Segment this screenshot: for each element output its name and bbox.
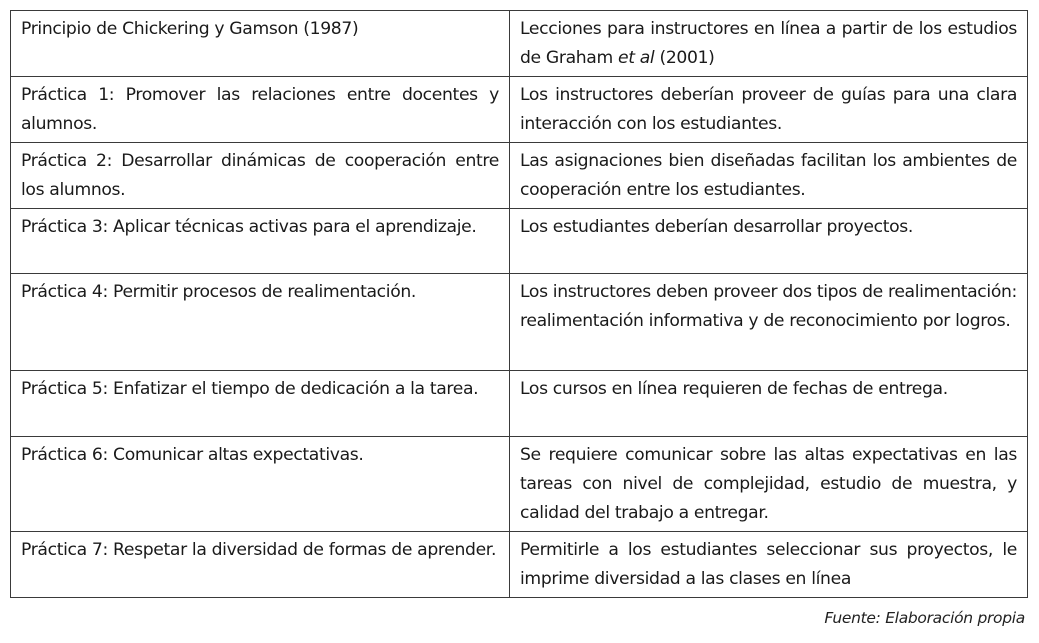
table-row xyxy=(11,371,1028,437)
principle-cell: Práctica 5: Enfatizar el tiempo de dedicación a la tarea. xyxy=(11,371,510,437)
principles-table xyxy=(10,10,1028,598)
lesson-cell: Los cursos en línea requieren de fechas de entrega. xyxy=(510,371,1028,437)
lesson-cell: Permitirle a los estudiantes seleccionar sus proyectos, le imprime diversidad a las clases en línea xyxy=(510,532,1028,598)
table-row xyxy=(11,143,1028,209)
principle-cell: Práctica 1: Promover las relaciones entre docentes y alumnos. xyxy=(11,77,510,143)
table-row xyxy=(11,274,1028,371)
header-principle-cell: Principio de Chickering y Gamson (1987) xyxy=(11,11,510,77)
principle-cell: Práctica 2: Desarrollar dinámicas de cooperación entre los alumnos. xyxy=(11,143,510,209)
header-lessons-text: Lecciones para instructores en línea a partir de los estudios de Graham xyxy=(520,19,1017,68)
table-row xyxy=(11,77,1028,143)
header-lessons-cell xyxy=(510,11,1028,77)
principle-cell: Práctica 4: Permitir procesos de realimentación. xyxy=(11,274,510,371)
lesson-cell: Los instructores deberían proveer de guías para una clara interacción con los estudiantes. xyxy=(510,77,1028,143)
lesson-cell: Los estudiantes deberían desarrollar proyectos. xyxy=(510,209,1028,274)
principle-cell: Práctica 6: Comunicar altas expectativas. xyxy=(11,437,510,532)
table-row xyxy=(11,532,1028,598)
table-row xyxy=(11,209,1028,274)
principle-cell: Práctica 7: Respetar la diversidad de formas de aprender. xyxy=(11,532,510,598)
principle-cell: Práctica 3: Aplicar técnicas activas para el aprendizaje. xyxy=(11,209,510,274)
table-header-row xyxy=(11,11,1028,77)
lesson-cell: Los instructores deben proveer dos tipos de realimentación: realimentación informativa y de reconocimiento por logros. xyxy=(510,274,1028,371)
header-lessons-year: (2001) xyxy=(654,48,715,68)
source-note: Fuente: Elaboración propia xyxy=(824,609,1025,627)
lesson-cell: Las asignaciones bien diseñadas facilitan los ambientes de cooperación entre los estudiantes. xyxy=(510,143,1028,209)
lesson-cell: Se requiere comunicar sobre las altas expectativas en las tareas con nivel de complejidad, estudio de muestra, y calidad del trabajo a entregar. xyxy=(510,437,1028,532)
header-lessons-etal: et al xyxy=(618,48,655,68)
table-row xyxy=(11,437,1028,532)
